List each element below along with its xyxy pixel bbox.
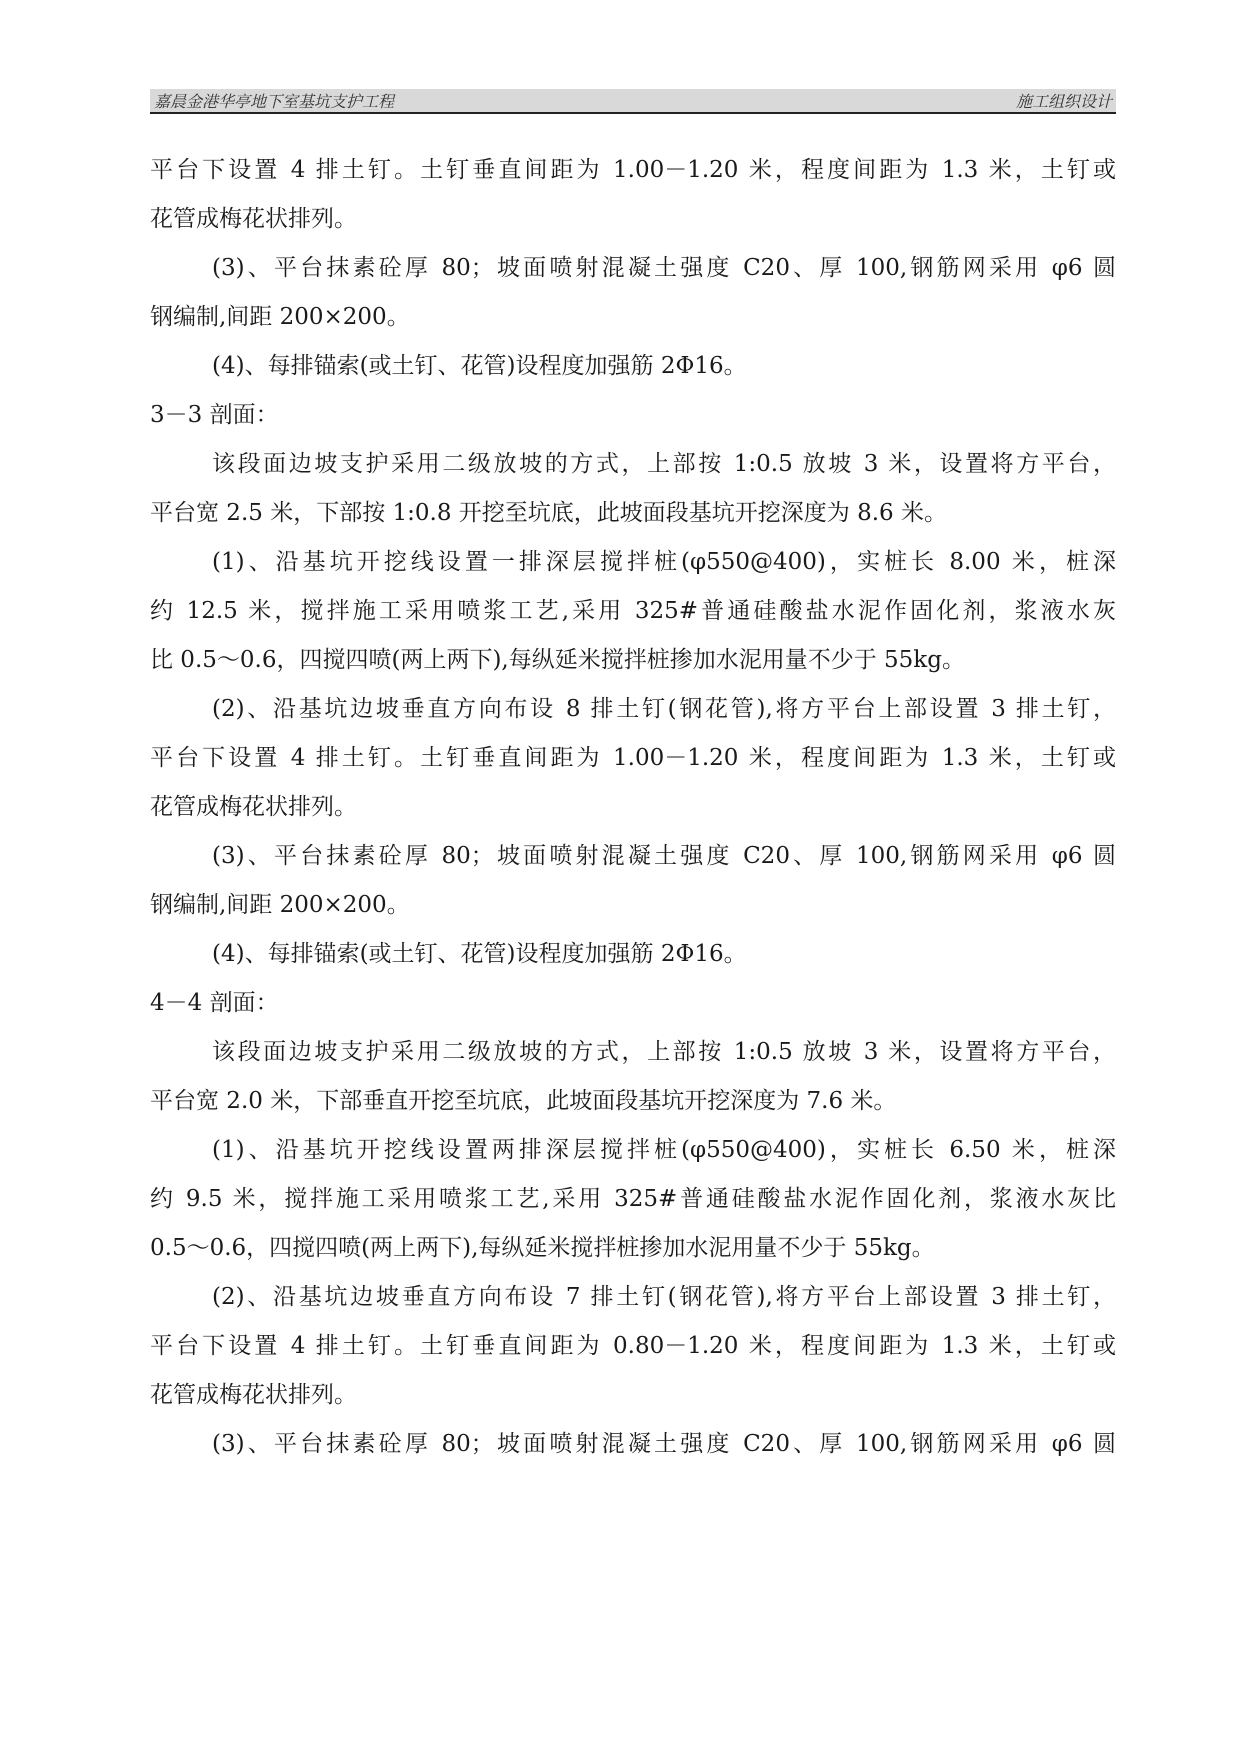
- text-line: (2)、沿基坑边坡垂直方向布设 8 排土钉(钢花管),将方平台上部设置 3 排土钉，: [212, 696, 1116, 722]
- text-line: (3)、平台抹素砼厚 80；坡面喷射混凝土强度 C20、厚 100,钢筋网采用 φ6 圆: [212, 843, 1116, 869]
- text-line: 花管成梅花状排列。: [150, 794, 357, 820]
- text-line: 钢编制,间距 200×200。: [150, 304, 410, 330]
- text-line: 比 0.5～0.6，四搅四喷(两上两下),每纵延米搅拌桩掺加水泥用量不少于 55kg。: [150, 647, 965, 673]
- text-line: 平台宽 2.5 米，下部按 1:0.8 开挖至坑底，此坡面段基坑开挖深度为 8.6 米。: [150, 500, 947, 526]
- text-line: 0.5～0.6，四搅四喷(两上两下),每纵延米搅拌桩掺加水泥用量不少于 55kg。: [150, 1235, 935, 1261]
- header-project-title: 嘉晨金港华亭地下室基坑支护工程: [154, 92, 395, 111]
- text-line: (1)、沿基坑开挖线设置一排深层搅拌桩(φ550@400)，实桩长 8.00 米，桩深: [212, 549, 1116, 575]
- text-line: 平台宽 2.0 米，下部垂直开挖至坑底，此坡面段基坑开挖深度为 7.6 米。: [150, 1088, 897, 1114]
- text-line: (1)、沿基坑开挖线设置两排深层搅拌桩(φ550@400)，实桩长 6.50 米，桩深: [212, 1137, 1116, 1163]
- text-line: (3)、平台抹素砼厚 80；坡面喷射混凝土强度 C20、厚 100,钢筋网采用 φ6 圆: [212, 1431, 1116, 1457]
- section-heading: 3－3 剖面：: [150, 402, 279, 428]
- page-header: [150, 89, 1116, 114]
- text-line: 平台下设置 4 排土钉。土钉垂直间距为 1.00－1.20 米，程度间距为 1.3 米，土钉或: [150, 745, 1116, 771]
- text-line: (3)、平台抹素砼厚 80；坡面喷射混凝土强度 C20、厚 100,钢筋网采用 φ6 圆: [212, 255, 1116, 281]
- text-line: 平台下设置 4 排土钉。土钉垂直间距为 0.80－1.20 米，程度间距为 1.3 米，土钉或: [150, 1333, 1116, 1359]
- text-line: 该段面边坡支护采用二级放坡的方式，上部按 1:0.5 放坡 3 米，设置将方平台，: [212, 1039, 1116, 1065]
- text-line: 钢编制,间距 200×200。: [150, 892, 410, 918]
- text-line: (4)、每排锚索(或土钉、花管)设程度加强筋 2Φ16。: [212, 353, 747, 379]
- text-line: 约 12.5 米，搅拌施工采用喷浆工艺,采用 325#普通硅酸盐水泥作固化剂，浆液水灰: [150, 598, 1116, 624]
- text-line: 花管成梅花状排列。: [150, 206, 357, 232]
- text-line: (2)、沿基坑边坡垂直方向布设 7 排土钉(钢花管),将方平台上部设置 3 排土钉，: [212, 1284, 1116, 1310]
- text-line: 该段面边坡支护采用二级放坡的方式，上部按 1:0.5 放坡 3 米，设置将方平台，: [212, 451, 1116, 477]
- text-line: (4)、每排锚索(或土钉、花管)设程度加强筋 2Φ16。: [212, 941, 747, 967]
- text-line: 平台下设置 4 排土钉。土钉垂直间距为 1.00－1.20 米，程度间距为 1.3 米，土钉或: [150, 157, 1116, 183]
- header-document-type: 施工组织设计: [1015, 92, 1112, 111]
- text-line: 花管成梅花状排列。: [150, 1382, 357, 1408]
- text-line: 约 9.5 米，搅拌施工采用喷浆工艺,采用 325#普通硅酸盐水泥作固化剂，浆液水灰比: [150, 1186, 1116, 1212]
- section-heading: 4－4 剖面：: [150, 990, 279, 1016]
